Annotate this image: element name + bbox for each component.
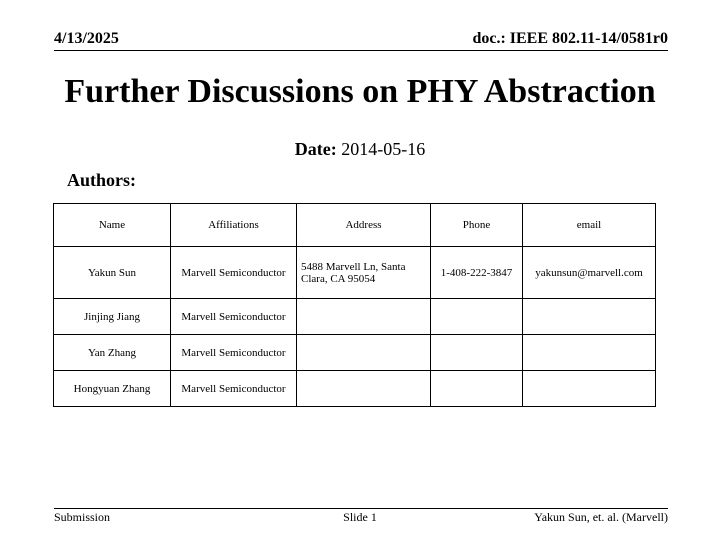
- table-row: [54, 371, 656, 407]
- slide-title: Further Discussions on PHY Abstraction: [64, 73, 656, 110]
- date-line: [0, 137, 720, 161]
- column-header-email: email: [523, 204, 656, 247]
- table-row: [54, 299, 656, 335]
- cell-affiliation: Marvell Semiconductor: [171, 371, 297, 407]
- cell-name: Yan Zhang: [54, 335, 171, 371]
- footer-author: Yakun Sun, et. al. (Marvell): [534, 510, 668, 524]
- cell-affiliation: Marvell Semiconductor: [171, 335, 297, 371]
- footer-submission: Submission: [54, 510, 111, 524]
- cell-phone: [431, 371, 523, 407]
- column-header-affiliations: Affiliations: [171, 204, 297, 247]
- cell-email: yakunsun@marvell.com: [523, 247, 656, 299]
- cell-name: Hongyuan Zhang: [54, 371, 171, 407]
- footer-divider: [54, 508, 668, 509]
- cell-address: [297, 335, 431, 371]
- cell-affiliation: Marvell Semiconductor: [171, 247, 297, 299]
- cell-phone: 1-408-222-3847: [431, 247, 523, 299]
- column-header-address: Address: [297, 204, 431, 247]
- table-row: [54, 247, 656, 299]
- column-header-name: Name: [54, 204, 171, 247]
- cell-name: Yakun Sun: [54, 247, 171, 299]
- cell-name: Jinjing Jiang: [54, 299, 171, 335]
- date-label: Date:: [294, 139, 337, 159]
- cell-phone: [431, 299, 523, 335]
- cell-phone: [431, 335, 523, 371]
- table-row: [54, 335, 656, 371]
- cell-address: [297, 371, 431, 407]
- cell-email: [523, 299, 656, 335]
- column-header-phone: Phone: [431, 204, 523, 247]
- cell-address: 5488 Marvell Ln, Santa Clara, CA 95054: [297, 247, 431, 299]
- authors-table: [53, 203, 656, 407]
- cell-address: [297, 299, 431, 335]
- cell-email: [523, 371, 656, 407]
- authors-heading: Authors:: [67, 170, 137, 190]
- cell-affiliation: Marvell Semiconductor: [171, 299, 297, 335]
- date-value: 2014-05-16: [341, 139, 426, 159]
- header-doc-id: doc.: IEEE 802.11-14/0581r0: [472, 30, 668, 47]
- header-date: 4/13/2025: [54, 30, 119, 47]
- footer-slide-number: Slide 1: [343, 510, 377, 524]
- cell-email: [523, 335, 656, 371]
- header-divider: [54, 50, 668, 51]
- table-header-row: [54, 204, 656, 247]
